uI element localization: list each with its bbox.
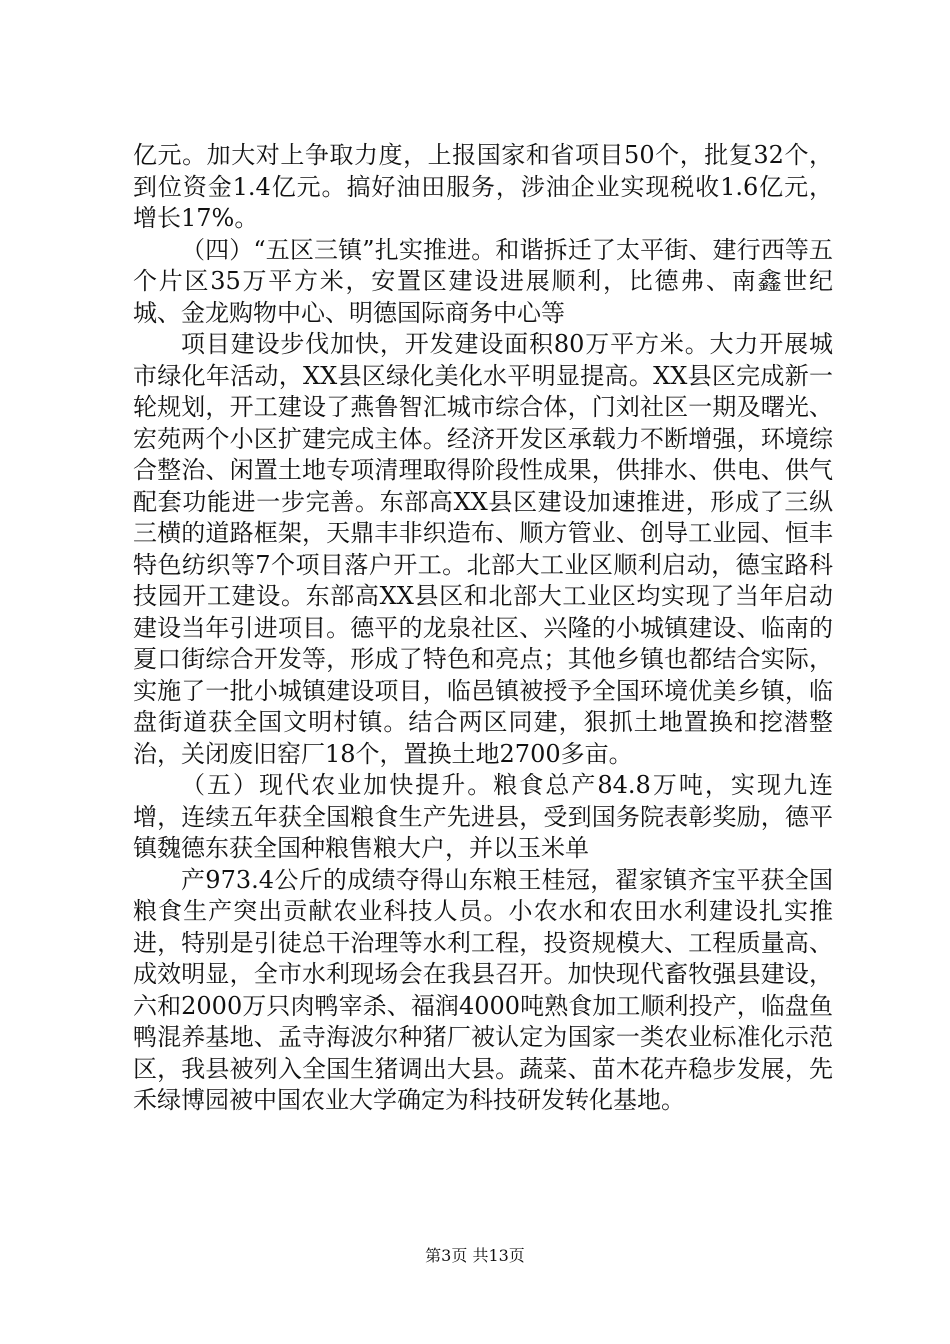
page-footer bbox=[0, 1243, 950, 1266]
paragraph-1: 亿元。加大对上争取力度，上报国家和省项目50个，批复32个，到位资金1.4亿元。搞好油田服务，涉油企业实现税收1.6亿元，增长17%。 bbox=[133, 141, 833, 232]
paragraph-2: （四）“五区三镇”扎实推进。和谐拆迁了太平街、建行西等五个片区35万平方米，安置区建设进展顺利，比德弗、南鑫世纪城、金龙购物中心、明德国际商务中心等 bbox=[133, 235, 833, 327]
paragraph-3: 项目建设步伐加快，开发建设面积80万平方米。大力开展城市绿化年活动，XX县区绿化美化水平明显提高。XX县区完成新一轮规划，开工建设了燕鲁智汇城市综合体，门刘社区一期及曙光、宏苑两个小区扩建完成主体。经济开发区承载力不断增强，环境综合整治、闲置土地专项清理取得阶段性成果，供排水、供电、供气配套功能进一步完善。东部高XX县区建设加速推进，形成了三纵三横的道路框架，天鼎丰非织造布、顺方管业、创导工业园、恒丰特色纺织等7个项目落户开工。北部大工业区顺利启动，德宝路科技园开工建设。东部高XX县区和北部大工业区均实现了当年启动建设当年引进项目。德平的龙泉社区、兴隆的小城镇建设、临南的夏口街综合开发等，形成了特色和亮点；其他乡镇也都结合实际，实施了一批小城镇建设项目，临邑镇被授予全国环境优美乡镇，临盘街道获全国文明村镇。结合两区同建，狠抓土地置换和挖潜整治，关闭废旧窑厂18个，置换土地2700多亩。 bbox=[133, 330, 833, 768]
paragraph-4: （五）现代农业加快提升。粮食总产84.8万吨，实现九连增，连续五年获全国粮食生产先进县，受到国务院表彰奖励，德平镇魏德东获全国种粮售粮大户，并以玉米单 bbox=[133, 771, 833, 862]
document-body bbox=[133, 140, 833, 1117]
page-number-label: 第3页 共13页 bbox=[425, 1246, 525, 1265]
paragraph-5: 产973.4公斤的成绩夺得山东粮王桂冠，翟家镇齐宝平获全国粮食生产突出贡献农业科技人员。小农水和农田水利建设扎实推进，特别是引徒总干治理等水利工程，投资规模大、工程质量高、成效明显，全市水利现场会在我县召开。加快现代畜牧强县建设，六和2000万只肉鸭宰杀、福润4000吨熟食加工顺利投产，临盘鱼鸭混养基地、孟寺海波尔种猪厂被认定为国家一类农业标准化示范区，我县被列入全国生猪调出大县。蔬菜、苗木花卉稳步发展，先禾绿博园被中国农业大学确定为科技研发转化基地。 bbox=[133, 865, 833, 1114]
